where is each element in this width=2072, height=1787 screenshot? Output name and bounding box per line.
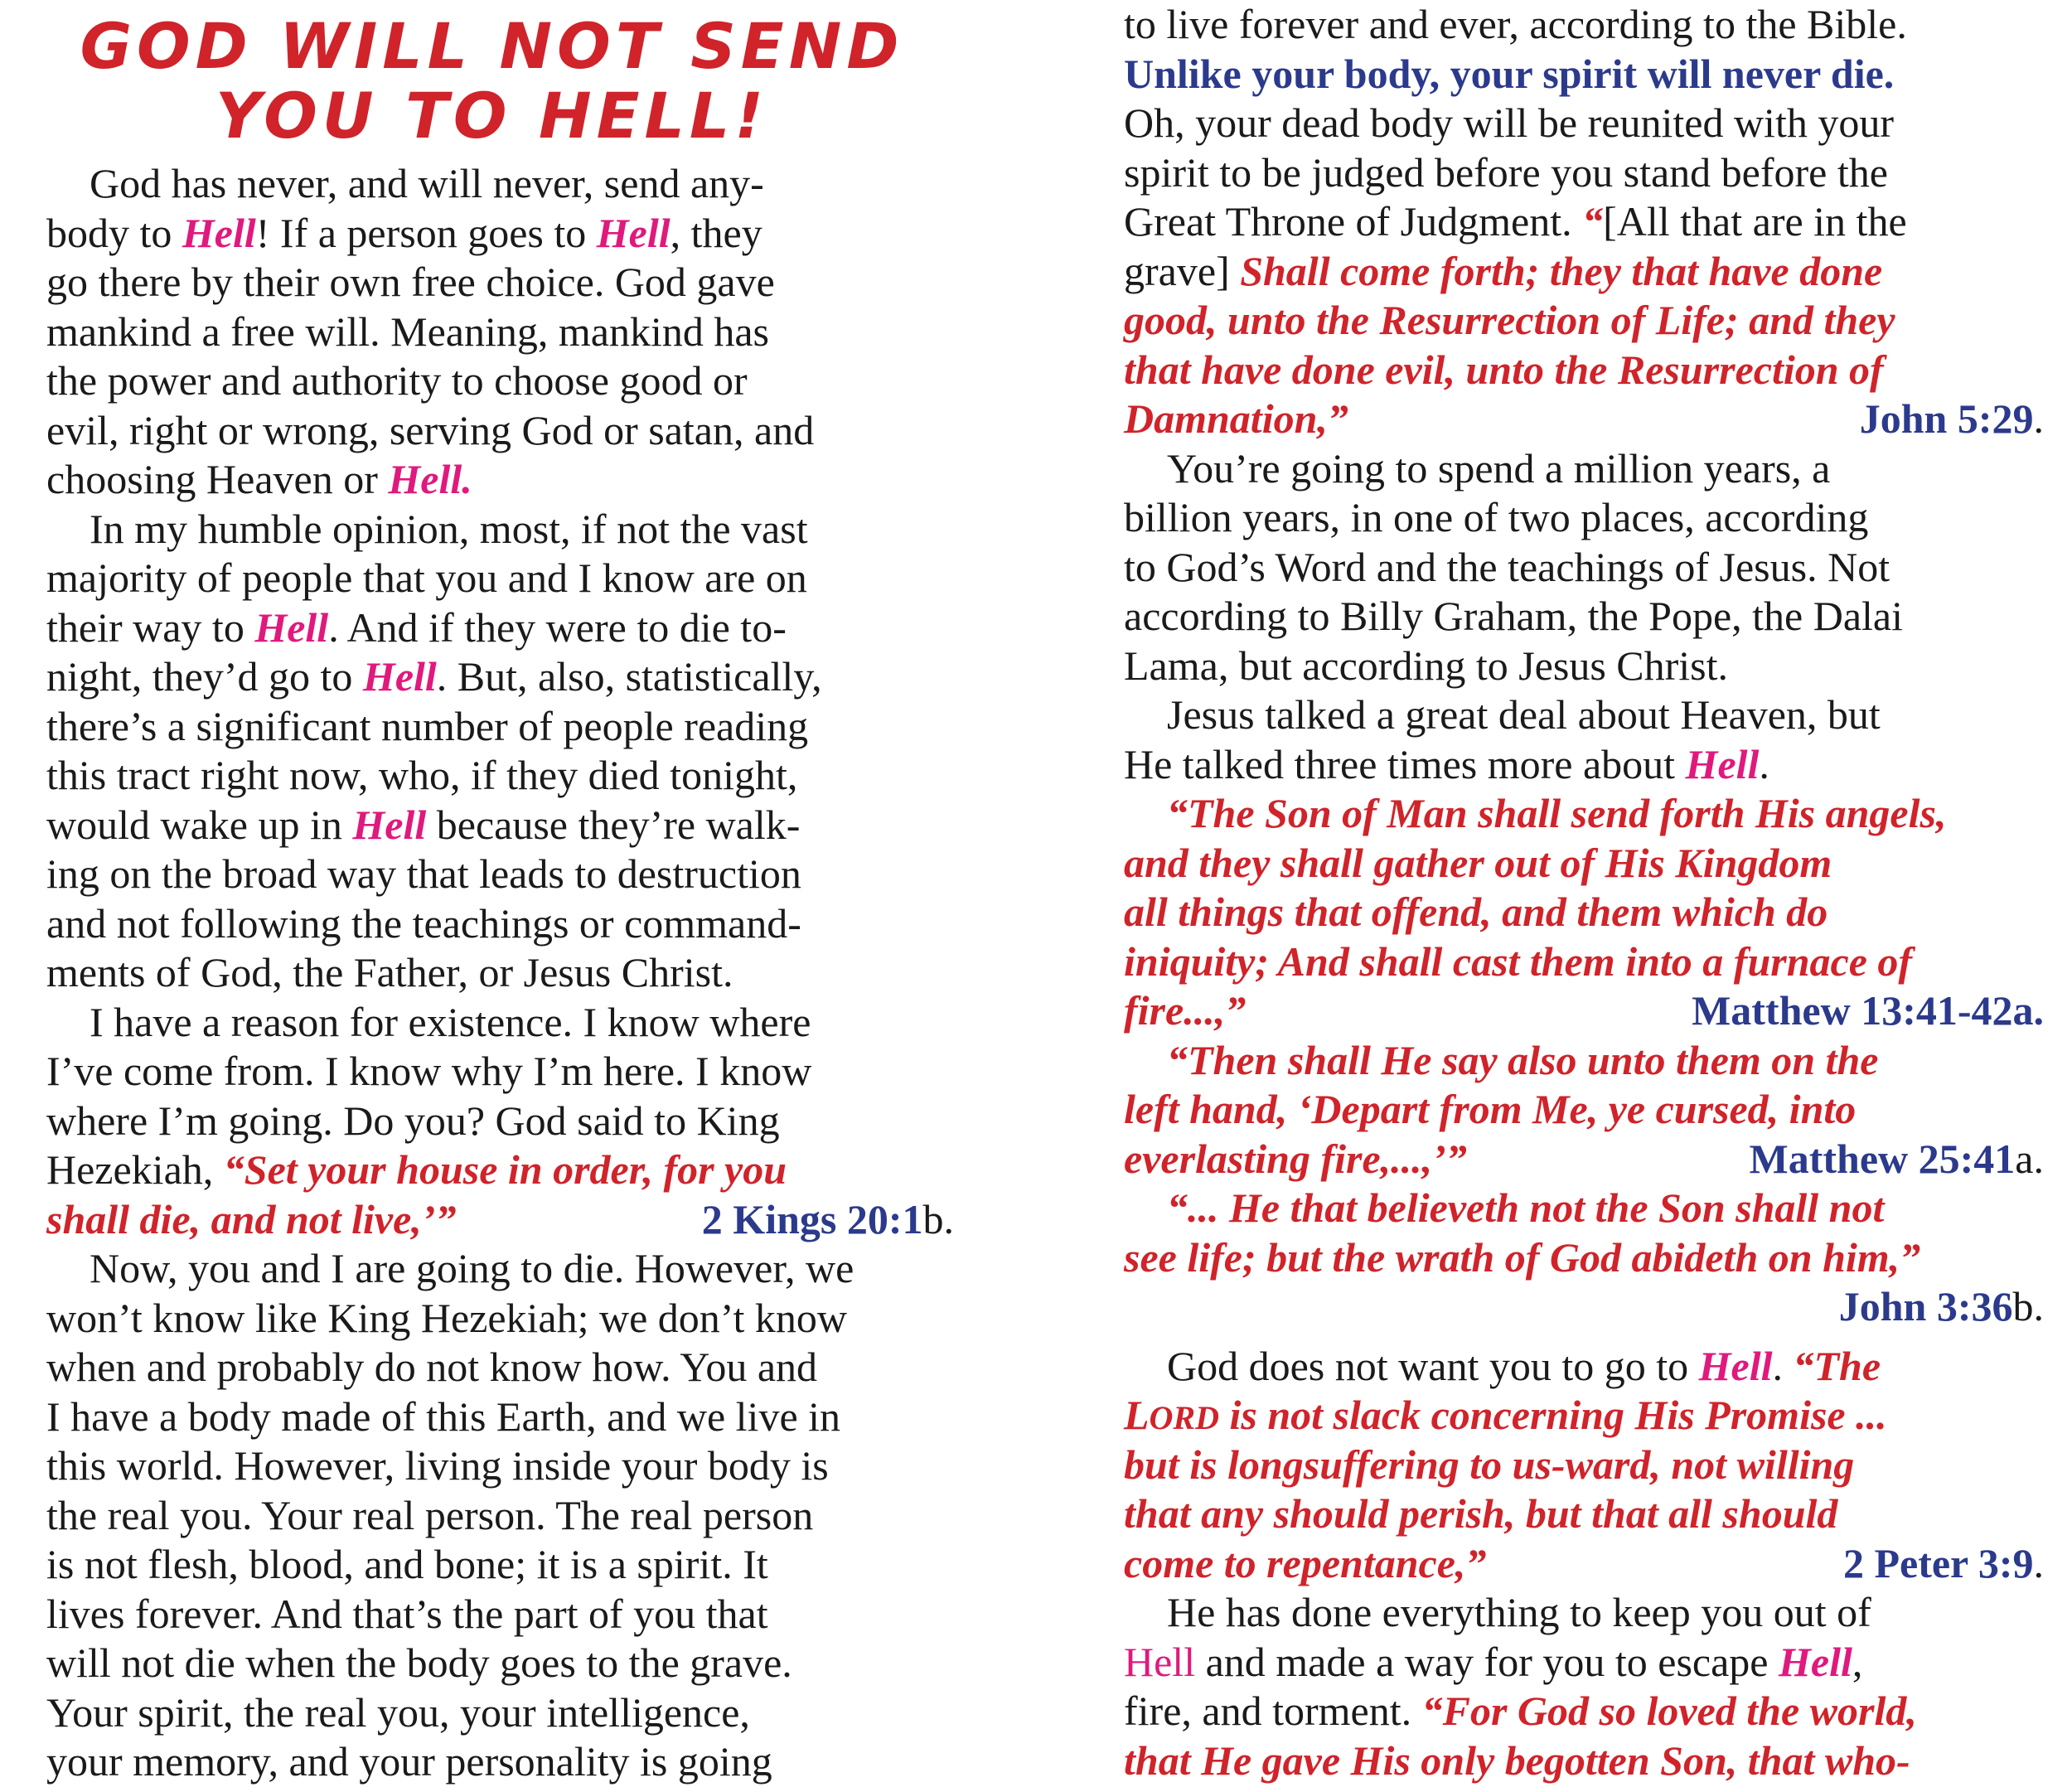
scripture-quote: good, unto the Resurrection of Life; and they: [1124, 297, 1895, 343]
text: God does not want you to go to: [1167, 1342, 1699, 1389]
text-line: [1124, 346, 2044, 395]
text-line: [1124, 296, 2044, 346]
text-line: [1124, 0, 2044, 50]
scripture-quote: all things that offend, and them which do: [1124, 889, 1828, 935]
hell-word: Hell: [596, 209, 670, 256]
scripture-quote: left hand, ‘Depart from Me, ye cursed, into: [1124, 1086, 1857, 1132]
scripture-quote: “: [1582, 198, 1604, 245]
text: body to: [46, 209, 182, 256]
hell-word: Hell: [1124, 1638, 1196, 1685]
text-line: [46, 406, 954, 456]
text: evil, right or wrong, serving God or satan, and: [46, 406, 815, 453]
text: night, they’d go to: [46, 653, 363, 700]
scripture-quote: “... He that believeth not the Son shall not: [1167, 1184, 1885, 1231]
text-line: [46, 1737, 954, 1787]
text-line: [1124, 1085, 2044, 1135]
title-line-1: GOD WILL NOT SEND: [80, 9, 904, 83]
scripture-quote: Shall come forth; they that have done: [1240, 247, 1883, 294]
scripture-reference: [1839, 1282, 2044, 1332]
text-line: [46, 1097, 954, 1146]
text-line: [1124, 1638, 2044, 1688]
text: because they’re walk-: [426, 801, 801, 848]
text-line: [46, 1441, 954, 1491]
scripture-reference: [1750, 1135, 2044, 1184]
text-line: [46, 554, 954, 603]
scripture-quote: “Set your house in order, for you: [223, 1146, 787, 1193]
text-line: [1124, 1282, 2044, 1332]
text-line: [46, 1244, 954, 1294]
scripture-quote: come to repentance,”: [1124, 1539, 1487, 1586]
reference-tail: b.: [922, 1195, 954, 1242]
text: ! If a person goes to: [255, 209, 597, 256]
text-line: [1124, 1036, 2044, 1086]
scripture-reference: Matthew 13:41-42a.: [1692, 987, 2044, 1034]
paragraph-gap: [1124, 1332, 2044, 1342]
text-line: [1124, 1489, 2044, 1539]
hell-word: Hell: [1685, 740, 1760, 787]
text: ,: [1852, 1638, 1863, 1685]
hell-word: Hell: [254, 603, 329, 651]
text-line: [46, 801, 954, 850]
text-line: [1124, 1135, 2044, 1184]
text-line: [1124, 148, 2044, 198]
scripture-quote: “Then shall He say also unto them on the: [1167, 1036, 1879, 1083]
text: God has never, and will never, send any-: [90, 160, 764, 206]
text-line: [46, 948, 954, 998]
hell-word: Hell: [352, 801, 427, 848]
text: go there by their own free choice. God gave: [46, 259, 775, 305]
text: according to Billy Graham, the Pope, the Dalai: [1124, 593, 1904, 639]
text-line: [46, 159, 954, 209]
text: ing on the broad way that leads to destruction: [46, 850, 801, 897]
text: grave]: [1124, 247, 1241, 294]
text-line: [1124, 1233, 2044, 1283]
text: He has done everything to keep you out of: [1167, 1589, 1871, 1635]
text: majority of people that you and I know are on: [46, 555, 807, 601]
text: Lama, but according to Jesus Christ.: [1124, 642, 1729, 689]
text: Jesus talked a great deal about Heaven, but: [1167, 691, 1881, 738]
text-line: [1124, 444, 2044, 494]
text-line: [46, 1343, 954, 1392]
text-line: [1124, 986, 2044, 1036]
text: this world. However, living inside your body is: [46, 1442, 829, 1489]
text: the power and authority to choose good or: [46, 357, 748, 404]
text-line: [46, 1195, 954, 1245]
text: . And if they were to die to-: [328, 603, 787, 651]
reference-text: John 3:36: [1838, 1283, 2013, 1329]
text: spirit to be judged before you stand before the: [1124, 148, 1888, 196]
scripture-reference: [1843, 1539, 2044, 1589]
text-line: [1124, 493, 2044, 543]
scripture-quote: shall die, and not live,’”: [46, 1195, 457, 1242]
text: lives forever. And that’s the part of you that: [46, 1590, 768, 1637]
text-line: [1124, 1736, 2044, 1786]
text-line: [1124, 690, 2044, 740]
text: there’s a significant number of people reading: [46, 702, 809, 749]
text: when and probably do not know how. You and: [46, 1344, 818, 1390]
text-line: [46, 603, 954, 653]
text-line: [1124, 839, 2044, 889]
text: mankind a free will. Meaning, mankind has: [46, 308, 769, 355]
text: their way to: [46, 603, 255, 651]
text-line: [1124, 1391, 2044, 1441]
text-line: [46, 751, 954, 801]
hell-word: Hell.: [388, 456, 472, 502]
scripture-quote: [1124, 1392, 1887, 1438]
text-line: [46, 258, 954, 308]
title-line-2: YOU TO HELL!: [215, 79, 769, 153]
text-line: [1124, 99, 2044, 148]
text-line: [1124, 789, 2044, 839]
text-line: [46, 652, 954, 702]
scripture-quote: and they shall gather out of His Kingdom: [1124, 839, 1832, 886]
scripture-quote: that have done evil, unto the Resurrection of: [1124, 346, 1884, 393]
text-line: [1124, 247, 2044, 297]
text-line: [1124, 1588, 2044, 1638]
text-line: [1124, 1441, 2044, 1490]
text: Your spirit, the real you, your intelligence,: [46, 1688, 750, 1736]
scripture-reference: [1860, 395, 2044, 444]
text: , they: [670, 209, 762, 256]
text: .: [1772, 1342, 1794, 1389]
text-line: [1124, 1687, 2044, 1736]
left-column: [46, 0, 954, 1787]
text-line: [46, 1688, 954, 1738]
text-line: [1124, 1342, 2044, 1392]
text: and made a way for you to escape: [1195, 1638, 1779, 1685]
text: billion years, in one of two places, according: [1124, 494, 1869, 540]
reference-tail: .: [2033, 1539, 2044, 1586]
text-line: [46, 850, 954, 899]
scripture-quote: “For God so loved the world,: [1421, 1688, 1917, 1734]
text: to live forever and ever, according to the Bible.: [1124, 1, 1907, 47]
text: In my humble opinion, most, if not the vast: [90, 505, 808, 552]
lord-small-caps: ORD: [1149, 1399, 1219, 1436]
text-line: [46, 1639, 954, 1688]
text-line: [46, 455, 954, 505]
text-line: [1124, 937, 2044, 987]
hell-word: Hell: [362, 653, 437, 700]
text-line: [1124, 1184, 2044, 1233]
text: won’t know like King Hezekiah; we don’t know: [46, 1294, 848, 1341]
text-line: [1124, 592, 2044, 642]
text: where I’m going. Do you? God said to King: [46, 1097, 780, 1144]
text-line: [46, 1392, 954, 1442]
text: I have a reason for existence. I know where: [90, 998, 811, 1045]
text-line: [46, 1540, 954, 1590]
text: will not die when the body goes to the grave.: [46, 1639, 792, 1686]
text: and not following the teachings or command-: [46, 899, 801, 947]
emphasis-text: Unlike your body, your spirit will never die.: [1124, 50, 1895, 97]
text: this tract right now, who, if they died tonight,: [46, 752, 798, 798]
text: Now, you and I are going to die. However, we: [90, 1245, 854, 1291]
quote-text: is not slack concerning His Promise ...: [1219, 1392, 1887, 1438]
scripture-quote: Damnation,”: [1124, 395, 1348, 442]
text-line: [46, 899, 954, 949]
text: .: [1759, 740, 1769, 787]
text-line: [1124, 197, 2044, 247]
scripture-quote: that any should perish, but that all should: [1124, 1490, 1838, 1537]
text-line: [1124, 50, 2044, 99]
text-line: [1124, 642, 2044, 691]
text-line: [46, 1491, 954, 1541]
text: would wake up in: [46, 801, 353, 848]
text: You’re going to spend a million years, a: [1167, 444, 1831, 492]
scripture-quote: “The: [1793, 1342, 1881, 1389]
text-line: [46, 1145, 954, 1195]
text: He talked three times more about: [1124, 740, 1686, 787]
reference-tail: a.: [2015, 1135, 2044, 1182]
text-line: [1124, 1539, 2044, 1589]
text-line: [46, 1047, 954, 1097]
text: [All that are in the: [1603, 198, 1907, 245]
text: . But, also, statistically,: [436, 653, 822, 700]
scripture-quote: but is longsuffering to us-ward, not willing: [1124, 1441, 1855, 1488]
text-line: [46, 998, 954, 1048]
text: is not flesh, blood, and bone; it is a spirit. It: [46, 1541, 768, 1587]
reference-text: John 5:29: [1859, 395, 2034, 442]
text-line: [46, 702, 954, 752]
text: fire, and torment.: [1124, 1688, 1422, 1734]
text-line: [46, 209, 954, 259]
text-line: [1124, 740, 2044, 790]
text-line: [1124, 888, 2044, 937]
reference-tail: b.: [2012, 1283, 2044, 1329]
text: I have a body made of this Earth, and we live in: [46, 1392, 841, 1440]
scripture-quote: everlasting fire,...,’”: [1124, 1135, 1467, 1182]
text: I’ve come from. I know why I’m here. I know: [46, 1048, 812, 1094]
text: Hezekiah,: [46, 1146, 224, 1193]
text-line: [1124, 543, 2044, 593]
text: ments of God, the Father, or Jesus Christ.: [46, 949, 733, 995]
text: Oh, your dead body will be reunited with your: [1124, 99, 1894, 146]
scripture-quote: see life; but the wrath of God abideth on him,”: [1124, 1233, 1921, 1281]
reference-text: Matthew 25:41: [1749, 1135, 2016, 1182]
page-title: [30, 9, 954, 153]
text-line: [46, 356, 954, 406]
lord-initial: L: [1124, 1392, 1150, 1438]
text-line: [46, 1294, 954, 1344]
text: choosing Heaven or: [46, 456, 389, 502]
reference-text: 2 Kings 20:1: [701, 1195, 923, 1242]
reference-text: 2 Peter 3:9: [1842, 1539, 2034, 1586]
text: the real you. Your real person. The real person: [46, 1491, 814, 1538]
text: to God’s Word and the teachings of Jesus. Not: [1124, 543, 1890, 590]
text-line: [46, 1590, 954, 1639]
scripture-reference: [702, 1195, 954, 1245]
hell-word: Hell: [1698, 1342, 1773, 1389]
text: your memory, and your personality is going: [46, 1738, 772, 1785]
scripture-quote: “The Son of Man shall send forth His angels,: [1167, 790, 1947, 836]
scripture-quote: fire...,”: [1124, 987, 1247, 1034]
text-line: [46, 505, 954, 555]
scripture-quote: that He gave His only begotten Son, that who-: [1124, 1736, 1910, 1784]
hell-word: Hell: [182, 209, 256, 256]
text: Great Throne of Judgment.: [1124, 198, 1583, 245]
right-column: [1124, 0, 2044, 1785]
text-line: [46, 308, 954, 357]
reference-tail: .: [2033, 395, 2044, 442]
hell-word: Hell: [1778, 1638, 1852, 1685]
text-line: [1124, 395, 2044, 444]
scripture-quote: iniquity; And shall cast them into a furnace of: [1124, 937, 1913, 985]
